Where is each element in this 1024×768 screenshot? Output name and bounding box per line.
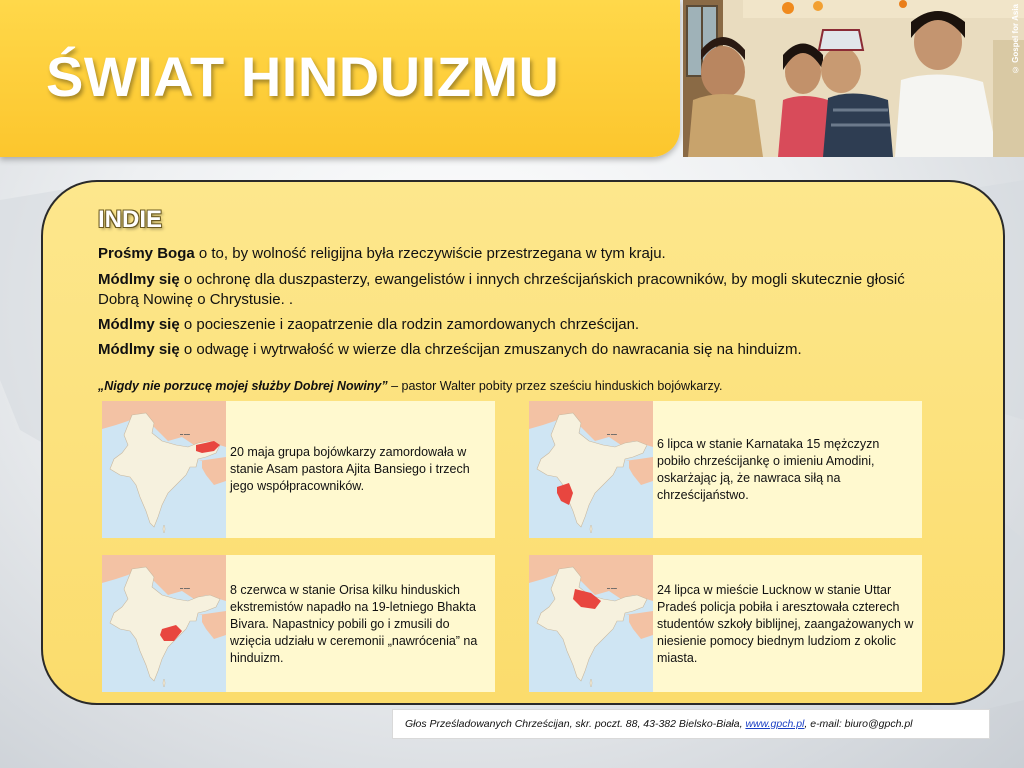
prayer-lead: Prośmy Boga xyxy=(98,245,195,262)
quote-text: „Nigdy nie porzucę mojej służby Dobrej Nowiny” xyxy=(98,379,388,393)
svg-text:▬ ▬▬: ▬ ▬▬ xyxy=(180,432,190,436)
prayer-lead: Módlmy się xyxy=(98,271,180,288)
footer-text xyxy=(405,718,913,730)
svg-text:▬ ▬▬: ▬ ▬▬ xyxy=(607,432,617,436)
svg-text:▬ ▬▬: ▬ ▬▬ xyxy=(607,586,617,590)
incident-card-karnataka xyxy=(529,401,922,538)
prayer-item xyxy=(98,270,928,310)
india-map-svg xyxy=(102,555,226,692)
india-map-orisa xyxy=(102,555,226,692)
india-map-uttar-pradesh xyxy=(529,555,653,692)
prayer-text: o to, by wolność religijna była rzeczywiście przestrzegana w tym kraju. xyxy=(194,245,666,262)
prayer-lead: Módlmy się xyxy=(98,316,180,333)
prayer-item xyxy=(98,340,928,360)
prayer-lead: Módlmy się xyxy=(98,341,180,358)
incident-text: 24 lipca w mieście Lucknow w stanie Uttar Pradeś policja pobiła i aresztowała czterech studentów szkoły biblijnej, zaangażowanych w niesienie pomocy biednym ludziom z okolic miasta. xyxy=(657,583,914,665)
india-map-karnataka xyxy=(529,401,653,538)
prayer-text: o pocieszenie i zaopatrzenie dla rodzin zamordowanych chrześcijan. xyxy=(179,316,640,333)
incident-card-uttar-pradesh xyxy=(529,555,922,692)
prayer-item xyxy=(98,244,928,264)
header-photo xyxy=(683,0,1024,157)
quote xyxy=(98,379,723,393)
incident-text: 20 maja grupa bojówkarzy zamordowała w stanie Asam pastora Ajita Bansiego i trzech jego współpracowników. xyxy=(230,445,470,493)
website-link[interactable]: www.gpch.pl xyxy=(745,718,805,730)
quote-attribution: – pastor Walter pobity przez sześciu hinduskich bojówkarzy. xyxy=(387,379,723,393)
footer-bar xyxy=(392,709,990,739)
india-map-svg xyxy=(529,401,653,538)
india-map-svg xyxy=(529,555,653,692)
page-title: ŚWIAT HINDUIZMU xyxy=(46,45,560,108)
prayer-text: o odwagę i wytrwałość w wierze dla chrześcijan zmuszanych do nawracania się na hinduizm. xyxy=(179,341,802,358)
india-map-asam xyxy=(102,401,226,538)
india-map-svg xyxy=(102,401,226,538)
family-photo-illustration xyxy=(683,0,1024,157)
title-banner xyxy=(0,0,680,157)
footer-email: , e-mail: biuro@gpch.pl xyxy=(804,718,913,730)
prayer-item xyxy=(98,315,928,335)
incident-card-orisa xyxy=(102,555,495,692)
section-title: INDIE xyxy=(98,206,163,233)
prayer-text: o ochronę dla duszpasterzy, ewangelistów i innych chrześcijańskich pracowników, by mogli skutecznie głosić Dobrą Nowinę o Chrystusie. . xyxy=(98,271,905,308)
svg-text:▬ ▬▬: ▬ ▬▬ xyxy=(180,586,190,590)
photo-credit: © Gospel for Asia xyxy=(1011,4,1020,75)
incident-text: 6 lipca w stanie Karnataka 15 mężczyzn pobiło chrześcijankę o imieniu Amodini, oskarżając ją, że nawraca siłą na chrześcijaństwo. xyxy=(657,437,880,502)
footer-address: Głos Prześladowanych Chrześcijan, skr. poczt. 88, 43-382 Bielsko-Biała, xyxy=(405,718,746,730)
incident-text: 8 czerwca w stanie Orisa kilku hinduskich ekstremistów napadło na 19-letniego Bhakta Bivara. Napastnicy pobili go i zmusili do wzięcia udziału w ceremonii „nawrócenia” na hinduizm. xyxy=(230,583,478,665)
incident-card-asam xyxy=(102,401,495,538)
